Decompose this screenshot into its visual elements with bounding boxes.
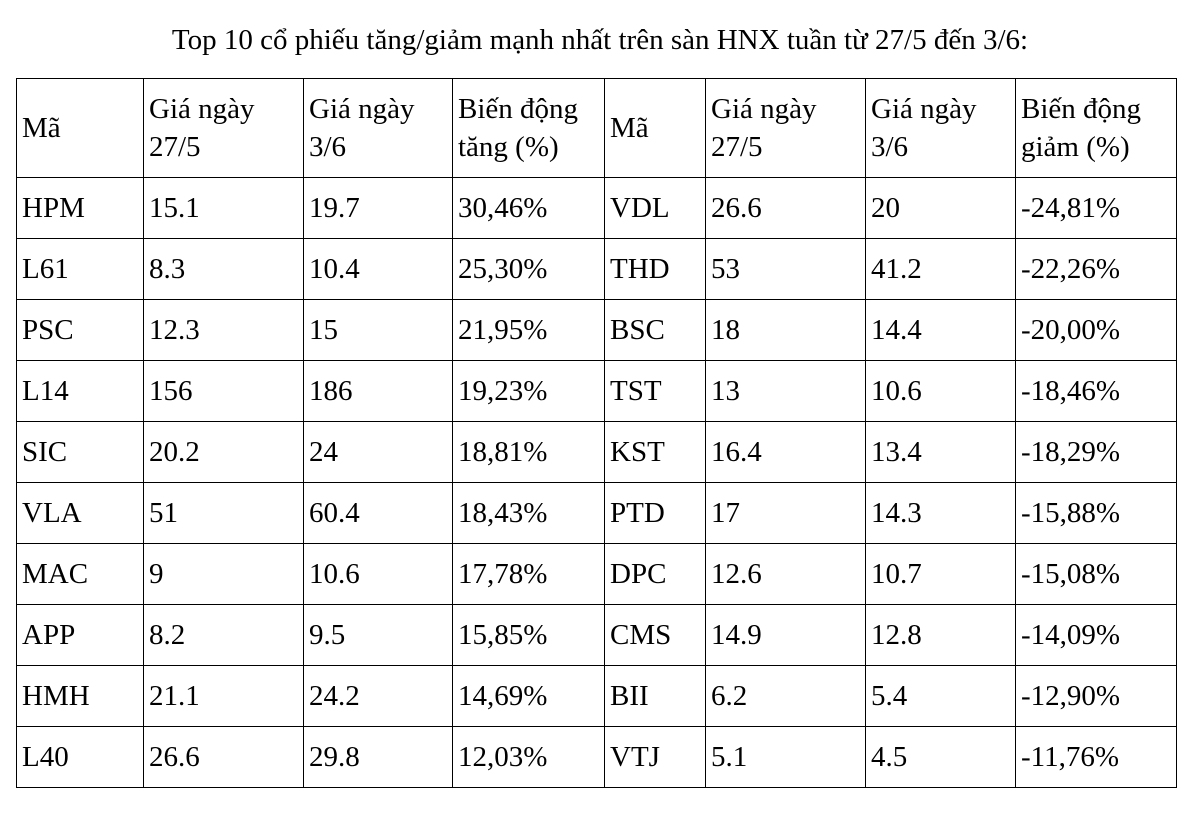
table-row bbox=[17, 361, 1177, 422]
table-cell: -22,26% bbox=[1016, 239, 1177, 300]
table-cell: 21.1 bbox=[144, 666, 304, 727]
table-cell: 60.4 bbox=[304, 483, 453, 544]
table-cell: 19,23% bbox=[453, 361, 605, 422]
header-cell-ticker-losers: Mã bbox=[605, 79, 706, 178]
table-cell: 15,85% bbox=[453, 605, 605, 666]
table-cell: 10.7 bbox=[866, 544, 1016, 605]
table-cell: TST bbox=[605, 361, 706, 422]
table-cell: 12,03% bbox=[453, 727, 605, 788]
table-cell: 29.8 bbox=[304, 727, 453, 788]
table-cell: 10.4 bbox=[304, 239, 453, 300]
table-cell: 41.2 bbox=[866, 239, 1016, 300]
table-cell: APP bbox=[17, 605, 144, 666]
table-cell: 12.3 bbox=[144, 300, 304, 361]
table-row bbox=[17, 666, 1177, 727]
header-cell-price-27-5-losers: Giá ngày 27/5 bbox=[706, 79, 866, 178]
table-cell: VTJ bbox=[605, 727, 706, 788]
table-cell: 10.6 bbox=[304, 544, 453, 605]
table-cell: 15 bbox=[304, 300, 453, 361]
table-cell: -15,88% bbox=[1016, 483, 1177, 544]
table-cell: CMS bbox=[605, 605, 706, 666]
table-cell: -14,09% bbox=[1016, 605, 1177, 666]
table-cell: MAC bbox=[17, 544, 144, 605]
table-cell: 14,69% bbox=[453, 666, 605, 727]
table-cell: 26.6 bbox=[706, 178, 866, 239]
table-cell: 17,78% bbox=[453, 544, 605, 605]
table-cell: 30,46% bbox=[453, 178, 605, 239]
table-cell: 25,30% bbox=[453, 239, 605, 300]
table-cell: 8.2 bbox=[144, 605, 304, 666]
table-cell: 12.8 bbox=[866, 605, 1016, 666]
table-row bbox=[17, 727, 1177, 788]
table-cell: -12,90% bbox=[1016, 666, 1177, 727]
table-cell: 15.1 bbox=[144, 178, 304, 239]
table-cell: 9.5 bbox=[304, 605, 453, 666]
header-cell-price-27-5-gainers: Giá ngày 27/5 bbox=[144, 79, 304, 178]
table-cell: 16.4 bbox=[706, 422, 866, 483]
table-cell: BII bbox=[605, 666, 706, 727]
table-cell: 10.6 bbox=[866, 361, 1016, 422]
table-cell: 24 bbox=[304, 422, 453, 483]
table-cell: -18,46% bbox=[1016, 361, 1177, 422]
header-cell-price-3-6-losers: Giá ngày 3/6 bbox=[866, 79, 1016, 178]
table-cell: HPM bbox=[17, 178, 144, 239]
table-cell: THD bbox=[605, 239, 706, 300]
table-cell: 21,95% bbox=[453, 300, 605, 361]
table-cell: -11,76% bbox=[1016, 727, 1177, 788]
table-row bbox=[17, 605, 1177, 666]
table-cell: 18,43% bbox=[453, 483, 605, 544]
table-cell: KST bbox=[605, 422, 706, 483]
table-cell: L14 bbox=[17, 361, 144, 422]
table-cell: 6.2 bbox=[706, 666, 866, 727]
table-cell: 13 bbox=[706, 361, 866, 422]
table-cell: BSC bbox=[605, 300, 706, 361]
table-cell: 18 bbox=[706, 300, 866, 361]
table-cell: 5.4 bbox=[866, 666, 1016, 727]
table-cell: VDL bbox=[605, 178, 706, 239]
table-cell: 186 bbox=[304, 361, 453, 422]
table-cell: 20.2 bbox=[144, 422, 304, 483]
table-row bbox=[17, 300, 1177, 361]
table-cell: 14.9 bbox=[706, 605, 866, 666]
table-cell: 53 bbox=[706, 239, 866, 300]
table-cell: 17 bbox=[706, 483, 866, 544]
header-cell-price-3-6-gainers: Giá ngày 3/6 bbox=[304, 79, 453, 178]
table-cell: L40 bbox=[17, 727, 144, 788]
table-row bbox=[17, 178, 1177, 239]
table-cell: 14.4 bbox=[866, 300, 1016, 361]
table-cell: 12.6 bbox=[706, 544, 866, 605]
header-cell-change-down: Biến động giảm (%) bbox=[1016, 79, 1177, 178]
table-cell: 14.3 bbox=[866, 483, 1016, 544]
table-cell: 18,81% bbox=[453, 422, 605, 483]
table-cell: SIC bbox=[17, 422, 144, 483]
table-cell: 13.4 bbox=[866, 422, 1016, 483]
table-cell: -15,08% bbox=[1016, 544, 1177, 605]
header-cell-ticker-gainers: Mã bbox=[17, 79, 144, 178]
table-row bbox=[17, 544, 1177, 605]
table-cell: -18,29% bbox=[1016, 422, 1177, 483]
table-cell: 19.7 bbox=[304, 178, 453, 239]
table-cell: -24,81% bbox=[1016, 178, 1177, 239]
table-cell: L61 bbox=[17, 239, 144, 300]
table-cell: 26.6 bbox=[144, 727, 304, 788]
table-header-row bbox=[17, 79, 1177, 178]
table-row bbox=[17, 422, 1177, 483]
table-row bbox=[17, 483, 1177, 544]
table-cell: 8.3 bbox=[144, 239, 304, 300]
table-cell: HMH bbox=[17, 666, 144, 727]
table-cell: 9 bbox=[144, 544, 304, 605]
table-cell: 20 bbox=[866, 178, 1016, 239]
table-cell: -20,00% bbox=[1016, 300, 1177, 361]
table-cell: 156 bbox=[144, 361, 304, 422]
table-cell: DPC bbox=[605, 544, 706, 605]
document-title: Top 10 cổ phiếu tăng/giảm mạnh nhất trên sàn HNX tuần từ 27/5 đến 3/6: bbox=[171, 24, 1029, 56]
header-cell-change-up: Biến động tăng (%) bbox=[453, 79, 605, 178]
stock-movers-table bbox=[16, 78, 1177, 788]
table-cell: 24.2 bbox=[304, 666, 453, 727]
table-cell: 5.1 bbox=[706, 727, 866, 788]
table-cell: PTD bbox=[605, 483, 706, 544]
table-cell: VLA bbox=[17, 483, 144, 544]
table-cell: 4.5 bbox=[866, 727, 1016, 788]
table-cell: 51 bbox=[144, 483, 304, 544]
table-cell: PSC bbox=[17, 300, 144, 361]
table-row bbox=[17, 239, 1177, 300]
